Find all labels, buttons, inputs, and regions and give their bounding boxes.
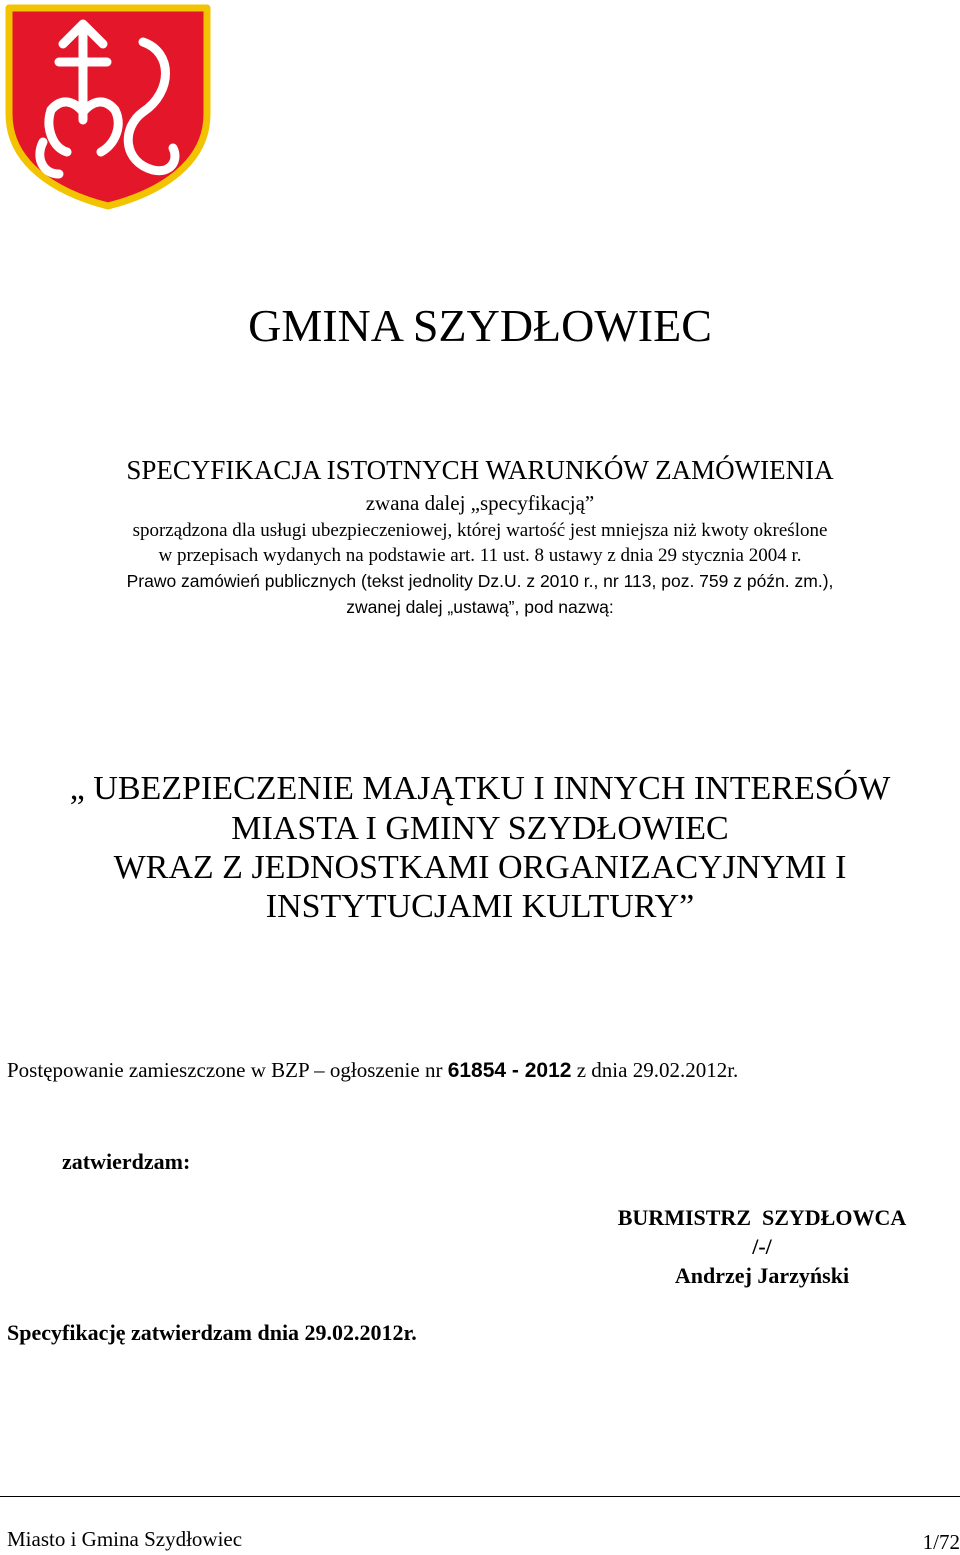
notice-number: 61854 - 2012 (447, 1059, 572, 1082)
notice-suffix: z dnia 29.02.2012r. (571, 1058, 739, 1082)
subject-line-1: „ UBEZPIECZENIE MAJĄTKU I INNYCH INTERESÓW (69, 770, 891, 807)
signature-name: Andrzej Jarzyński (674, 1263, 850, 1288)
signature-role: BURMISTRZ SZYDŁOWCA (617, 1205, 907, 1230)
subject-line-2: MIASTA I GMINY SZYDŁOWIEC (231, 810, 729, 847)
intro-line-3: w przepisach wydanych na podstawie art. 11 ust. 8 ustawy z dnia 29 stycznia 2004 r. (158, 545, 802, 566)
signature-mark: /-/ (752, 1234, 772, 1259)
coat-of-arms-icon (3, 2, 213, 210)
intro-line-5: zwanej dalej „ustawą”, pod nazwą: (346, 597, 614, 617)
bzp-notice (7, 1054, 738, 1087)
footer-divider (0, 1496, 960, 1497)
approve-label: zatwierdzam: (62, 1149, 191, 1174)
intro-line-4: Prawo zamówień publicznych (tekst jednolity Dz.U. z 2010 r., nr 113, poz. 759 z późn. zm.), (126, 571, 834, 591)
notice-prefix: Postępowanie zamieszczone w BZP – ogłoszenie nr (7, 1058, 448, 1082)
specification-heading: SPECYFIKACJA ISTOTNYCH WARUNKÓW ZAMÓWIENIA (126, 455, 834, 485)
intro-line-1: zwana dalej „specyfikacją” (365, 491, 595, 515)
intro-line-2: sporządzona dla usługi ubezpieczeniowej, której wartość jest mniejsza niż kwoty określone (132, 520, 828, 541)
page-number: 1/72 (922, 1530, 960, 1554)
subject-line-3: WRAZ Z JEDNOSTKAMI ORGANIZACYJNYMI I (113, 849, 847, 886)
document-title: GMINA SZYDŁOWIEC (248, 300, 712, 351)
approval-date: Specyfikację zatwierdzam dnia 29.02.2012r. (7, 1320, 417, 1345)
subject-line-4: INSTYTUCJAMI KULTURY” (265, 888, 695, 925)
footer-organization: Miasto i Gmina Szydłowiec (7, 1527, 243, 1551)
